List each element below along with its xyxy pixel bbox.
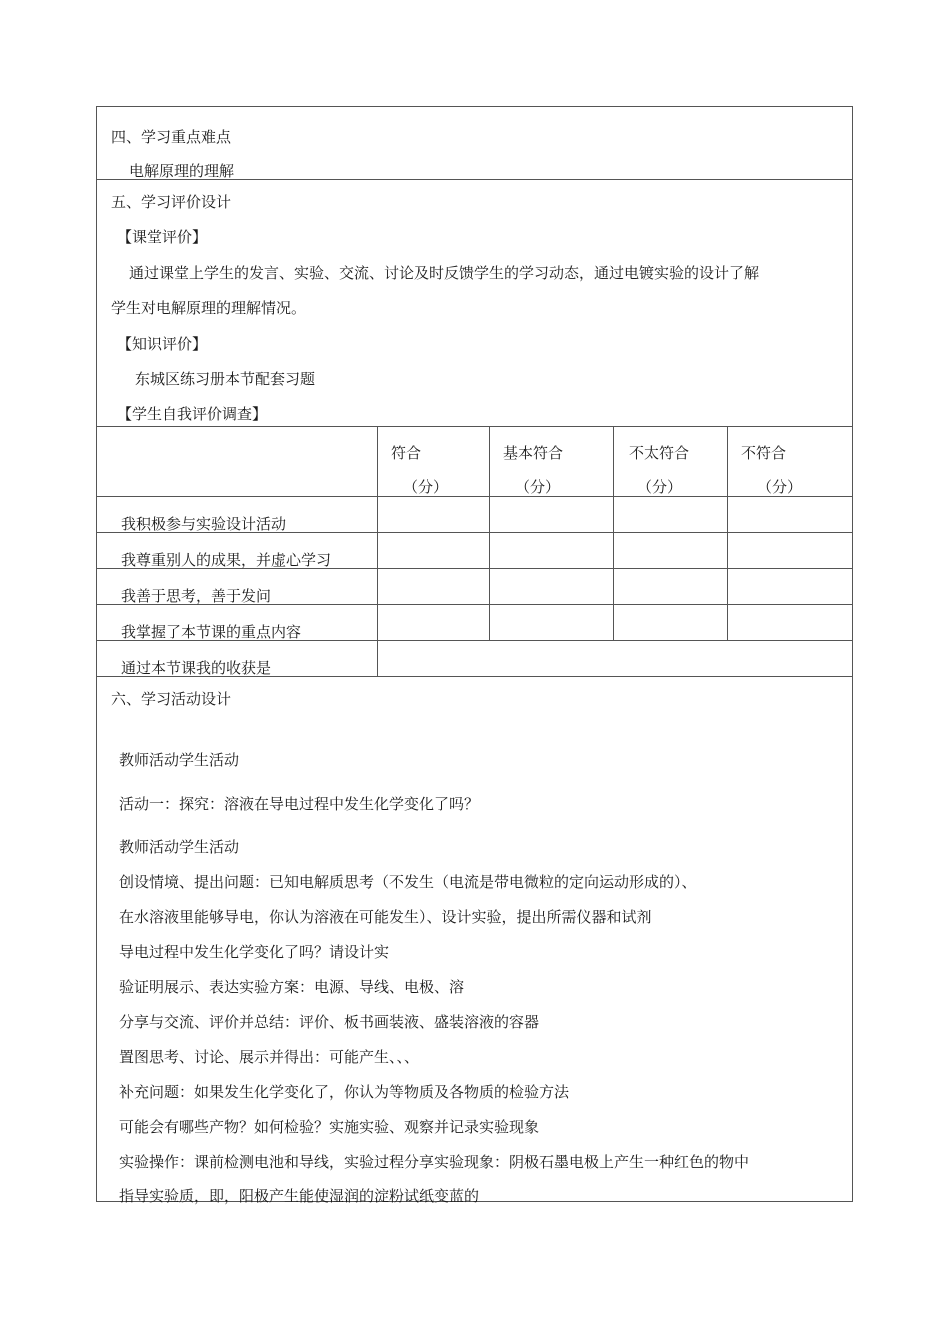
survey-title: 【学生自我评价调查】 bbox=[117, 405, 268, 423]
survey-gain-label: 通过本节课我的收获是 bbox=[121, 659, 272, 677]
activity-line: 活动一：探究：溶液在导电过程中发生化学变化了吗？ bbox=[119, 795, 480, 813]
col-header-unit: （分） bbox=[403, 478, 449, 496]
section6-heading: 六、学习活动设计 bbox=[111, 690, 232, 708]
classroom-eval-title: 【课堂评价】 bbox=[117, 228, 208, 246]
knowledge-eval-content: 东城区练习册本节配套习题 bbox=[135, 370, 316, 388]
col-header-label: 符合 bbox=[391, 444, 422, 462]
activity-line: 在水溶液里能够导电，你认为溶液在可能发生）、设计实验，提出所需仪器和试剂 bbox=[119, 908, 652, 926]
col-header-unit: （分） bbox=[757, 478, 803, 496]
divider bbox=[727, 426, 728, 640]
section4-content: 电解原理的理解 bbox=[129, 162, 235, 180]
lesson-plan-table bbox=[96, 106, 853, 1205]
activity-line: 分享与交流、评价并总结：评价、板书画装液、盛装溶液的容器 bbox=[119, 1013, 540, 1031]
activity-line: 指导实验质，即，阳极产生能使湿润的淀粉试纸变蓝的 bbox=[119, 1187, 480, 1205]
survey-row-label: 我掌握了本节课的重点内容 bbox=[121, 623, 302, 641]
section5-heading: 五、学习评价设计 bbox=[111, 193, 232, 211]
activity-line: 置图思考、讨论、展示并得出：可能产生、、、 bbox=[119, 1048, 420, 1066]
divider bbox=[489, 426, 490, 640]
divider bbox=[97, 496, 852, 497]
col-header-label: 基本符合 bbox=[503, 444, 564, 462]
survey-row-label: 我积极参与实验设计活动 bbox=[121, 515, 287, 533]
col-header-label: 不符合 bbox=[741, 444, 787, 462]
activity-line: 创设情境、提出问题：已知电解质思考（不发生（电流是带电微粒的定向运动形成的）、 bbox=[119, 873, 697, 891]
divider bbox=[377, 426, 378, 676]
activity-line: 实验操作：课前检测电池和导线，实验过程分享实验现象：阴极石墨电极上产生一种红色的物中 bbox=[119, 1153, 750, 1171]
activity-line: 教师活动学生活动 bbox=[119, 838, 240, 856]
col-header-label: 不太符合 bbox=[629, 444, 690, 462]
classroom-eval-line1: 通过课堂上学生的发言、实验、交流、讨论及时反馈学生的学习动态，通过电镀实验的设计了解 bbox=[129, 264, 760, 282]
classroom-eval-line2: 学生对电解原理的理解情况。 bbox=[111, 299, 307, 317]
activity-line: 导电过程中发生化学变化了吗？请设计实 bbox=[119, 943, 390, 961]
activity-line: 验证明展示、表达实验方案：电源、导线、电极、溶 bbox=[119, 978, 465, 996]
divider bbox=[97, 426, 852, 427]
divider bbox=[613, 426, 614, 640]
activity-line: 教师活动学生活动 bbox=[119, 751, 240, 769]
col-header-unit: （分） bbox=[515, 478, 561, 496]
col-header-unit: （分） bbox=[637, 478, 683, 496]
activity-line: 可能会有哪些产物？如何检验？实施实验、观察并记录实验现象 bbox=[119, 1118, 540, 1136]
knowledge-eval-title: 【知识评价】 bbox=[117, 335, 208, 353]
survey-row-label: 我善于思考，善于发问 bbox=[121, 587, 272, 605]
survey-row-label: 我尊重别人的成果，并虚心学习 bbox=[121, 551, 332, 569]
activity-line: 补充问题：如果发生化学变化了，你认为等物质及各物质的检验方法 bbox=[119, 1083, 570, 1101]
section4-heading: 四、学习重点难点 bbox=[111, 128, 232, 146]
